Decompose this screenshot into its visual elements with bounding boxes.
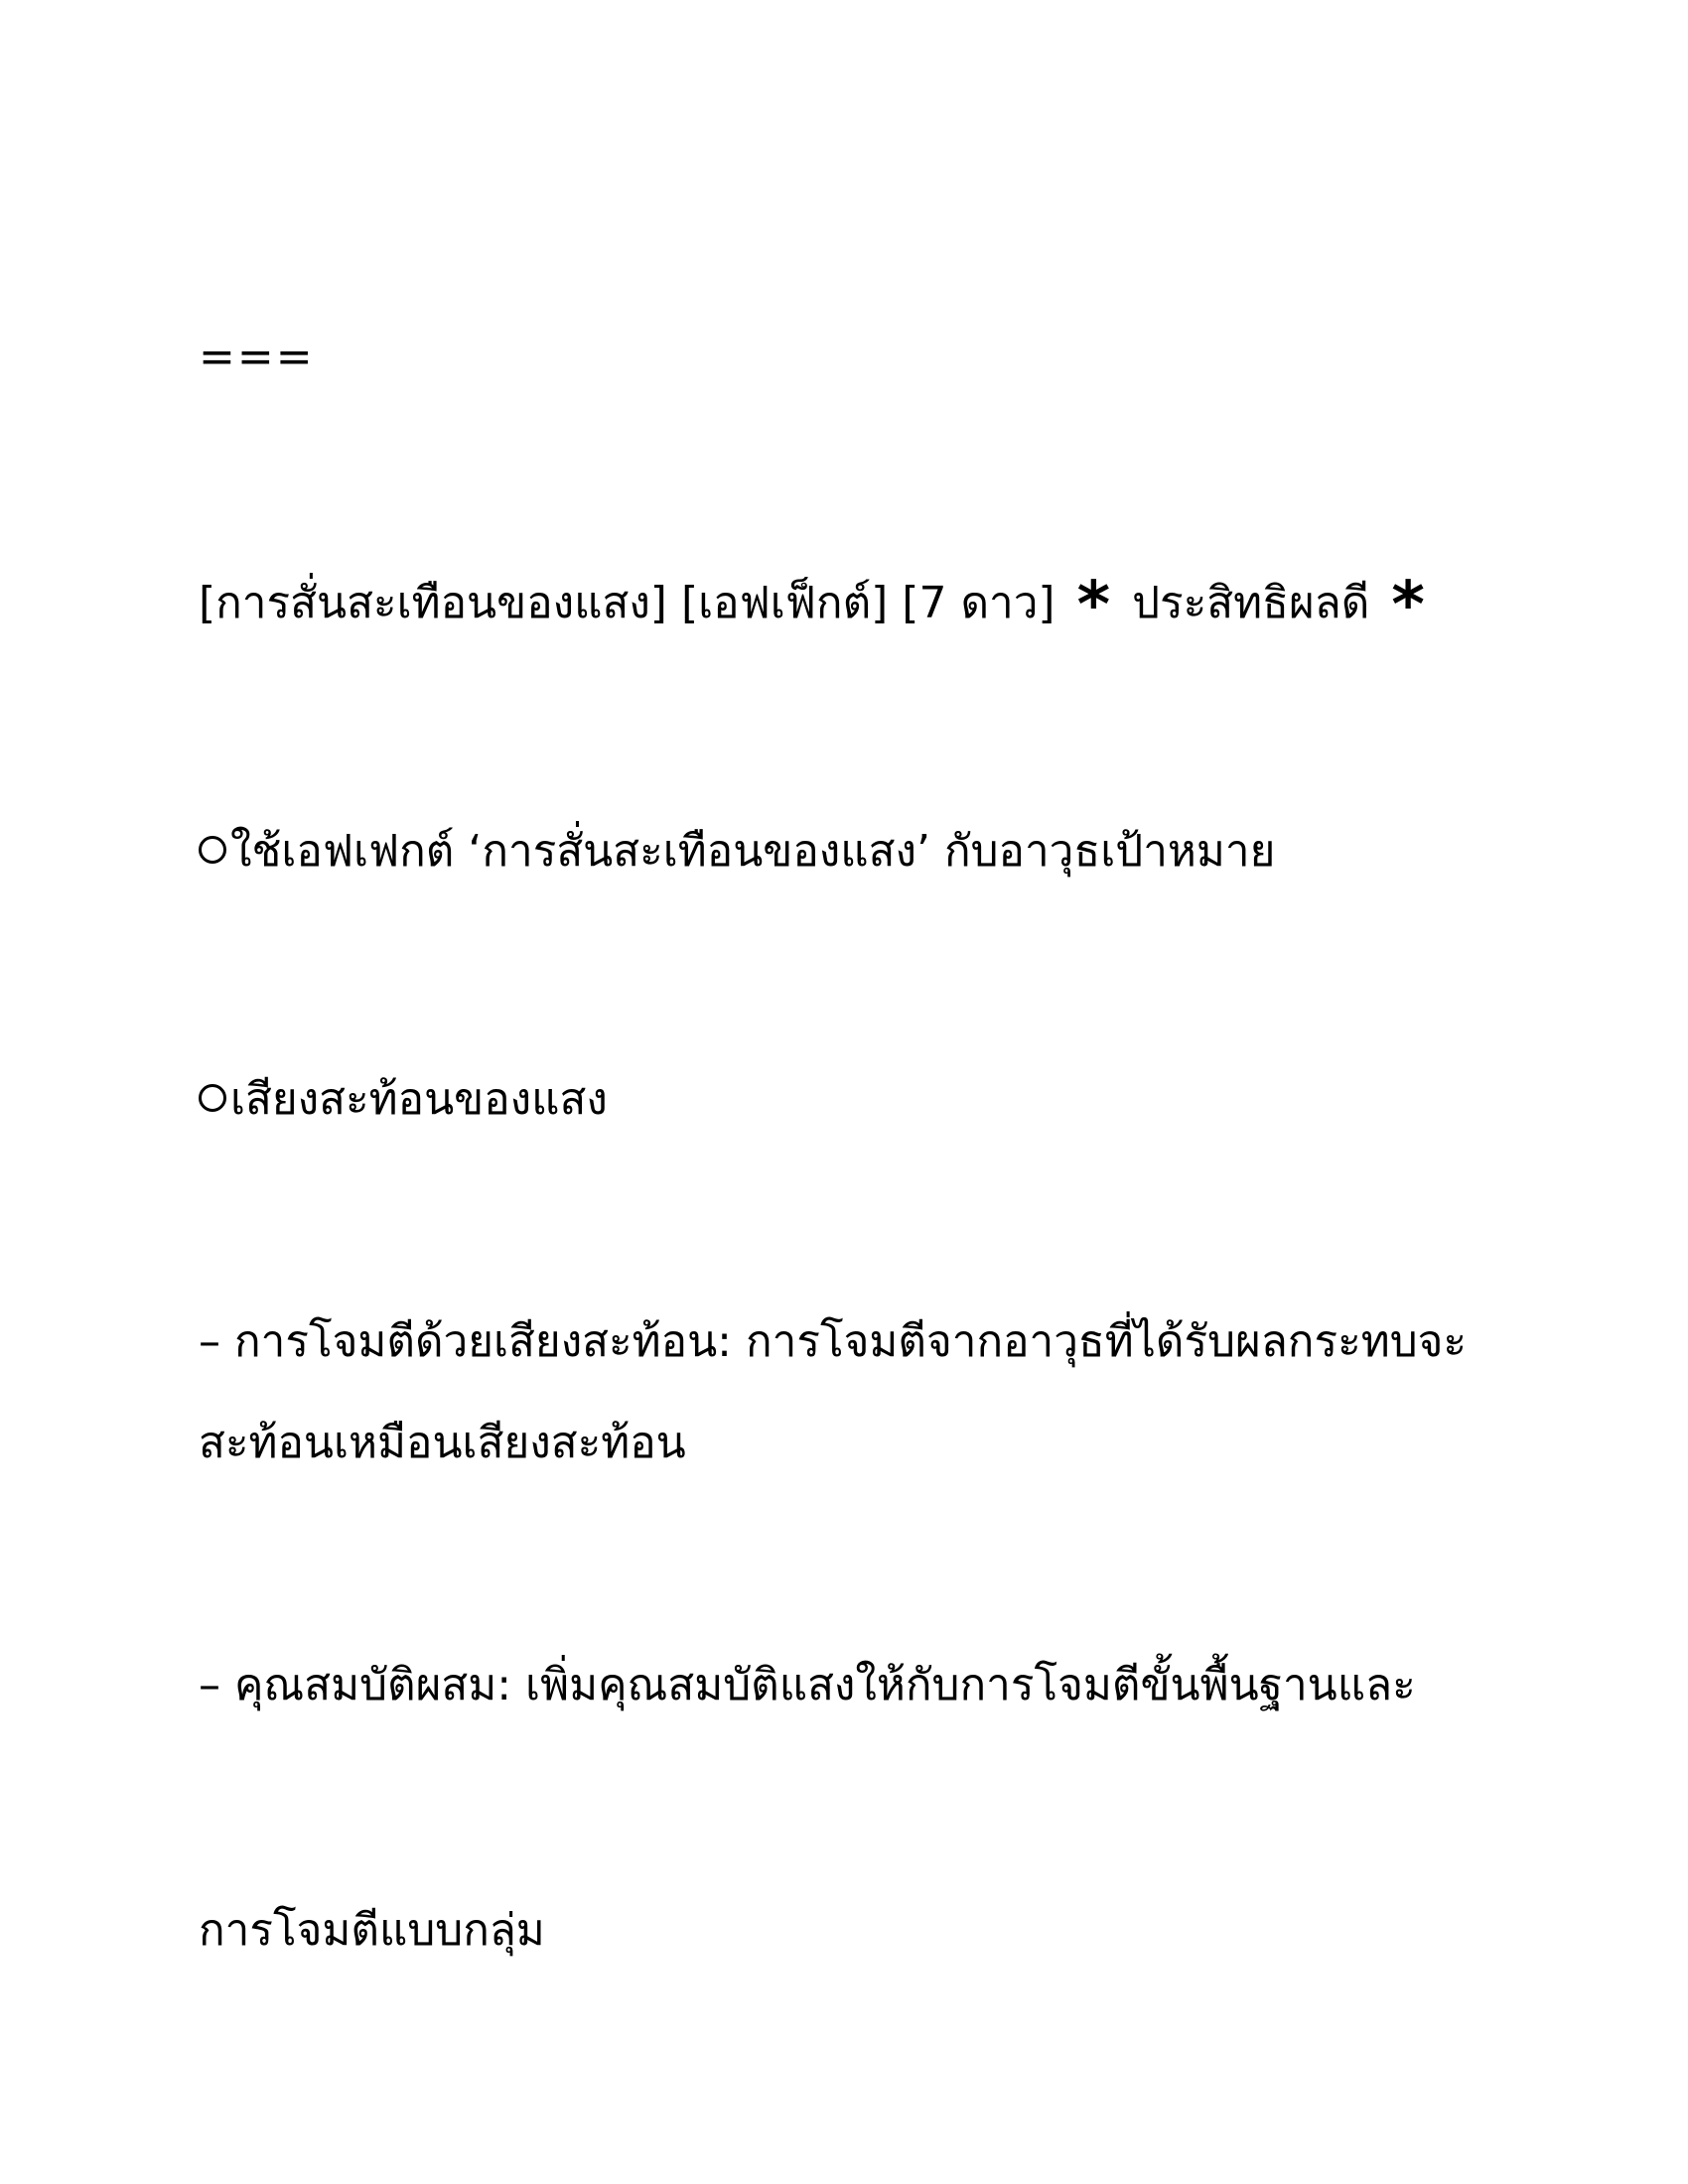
skill-tags: [การสั่นสะเทือนของแสง] [เอฟเฟ็กต์] [7 ดาว] — [199, 578, 1055, 628]
detail-combined-attribute-continued: การโจมตีแบบกลุ่ม — [199, 1905, 545, 1956]
bullet-item-echo — [199, 1070, 608, 1130]
circle-bullet-icon — [199, 1084, 226, 1112]
effectiveness-label: ประสิทธิผลดี — [1132, 578, 1370, 628]
detail-echo-attack: – การโจมตีด้วยเสียงสะท้อน: การโจมตีจากอาวุธที่ได้รับผลกระทบจะ — [199, 1316, 1468, 1367]
asterisk-icon: * — [1076, 569, 1111, 642]
detail-echo-attack-continued: สะท้อนเหมือนเสียงสะท้อน — [199, 1418, 686, 1468]
bullet-text: เสียงสะท้อนของแสง — [230, 1074, 608, 1125]
bullet-text: ใช้เอฟเฟกต์ ‘การสั่นสะเทือนของแสง’ กับอาวุธเป้าหมาย — [230, 826, 1276, 877]
skill-header — [199, 569, 1447, 642]
bullet-item-effect — [199, 822, 1275, 882]
asterisk-icon: * — [1391, 569, 1425, 642]
detail-combined-attribute: – คุณสมบัติผสม: เพิ่มคุณสมบัติแสงให้กับการโจมตีขั้นพื้นฐานและ — [199, 1660, 1416, 1710]
circle-bullet-icon — [199, 836, 226, 864]
section-divider: === — [199, 332, 315, 382]
